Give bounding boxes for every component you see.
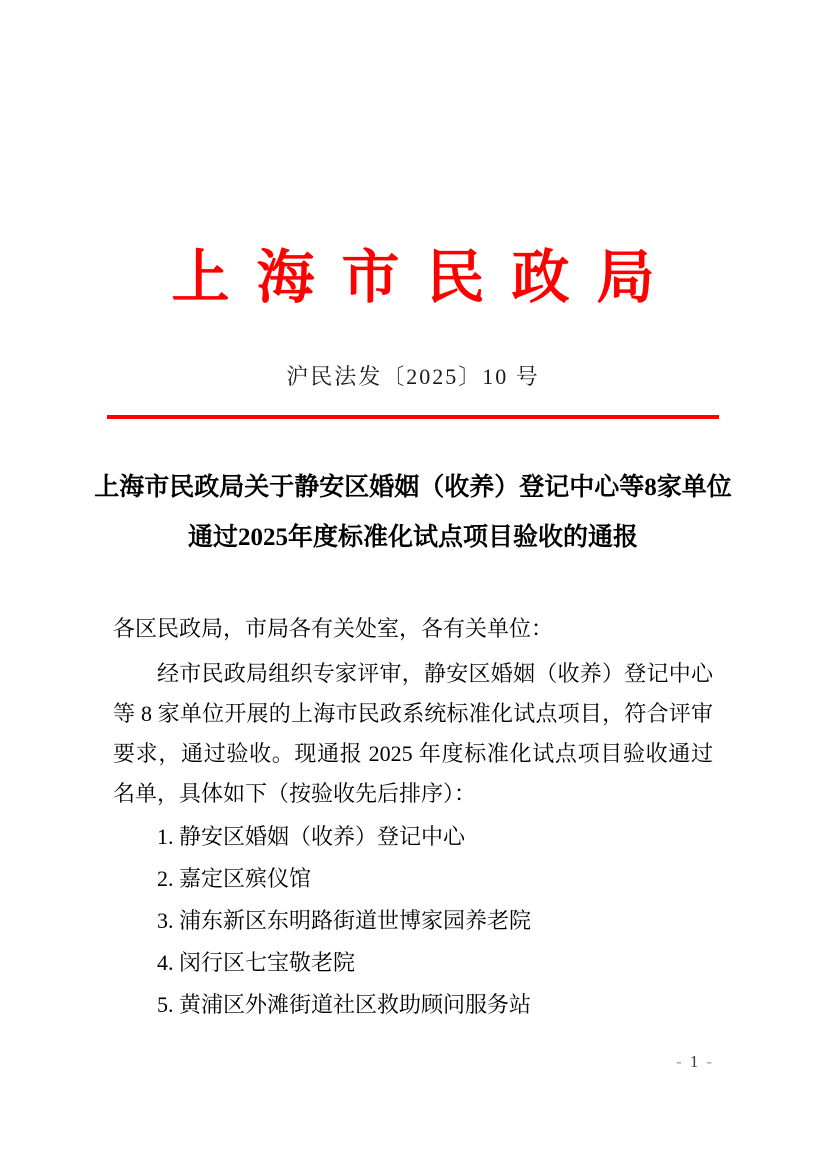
approved-units-list xyxy=(113,816,713,1026)
document-title xyxy=(55,463,771,563)
agency-name-header: 上海市民政局 xyxy=(171,245,682,310)
list-item: 1. 静安区婚姻（收养）登记中心 xyxy=(157,824,466,849)
red-separator-line xyxy=(107,415,719,419)
page-number xyxy=(669,1051,720,1073)
body-paragraph: 经市民政局组织专家评审，静安区婚姻（收养）登记中心等 8 家单位开展的上海市民政系统标准化试点项目，符合评审要求，通过验收。现通报 2025 年度标准化试点项目验收通过名单，具体如下（按验收先后排序）： xyxy=(113,661,713,806)
document-body xyxy=(0,609,826,1026)
list-item: 2. 嘉定区殡仪馆 xyxy=(157,866,312,891)
page-number-dash-left: - xyxy=(676,1052,683,1071)
list-item: 3. 浦东新区东明路街道世博家园养老院 xyxy=(157,908,532,933)
page-number-value: 1 xyxy=(689,1052,700,1071)
document-title-line-1: 上海市民政局关于静安区婚姻（收养）登记中心等8家单位 xyxy=(94,474,732,501)
list-item: 4. 闵行区七宝敬老院 xyxy=(157,950,356,975)
salutation-line: 各区民政局，市局各有关处室，各有关单位： xyxy=(113,616,554,641)
document-reference-number: 沪民法发〔2025〕10 号 xyxy=(286,364,540,389)
document-title-line-2: 通过2025年度标准化试点项目验收的通报 xyxy=(187,524,638,551)
list-item: 5. 黄浦区外滩街道社区救助顾问服务站 xyxy=(157,992,532,1017)
page-number-dash-right: - xyxy=(706,1052,713,1071)
